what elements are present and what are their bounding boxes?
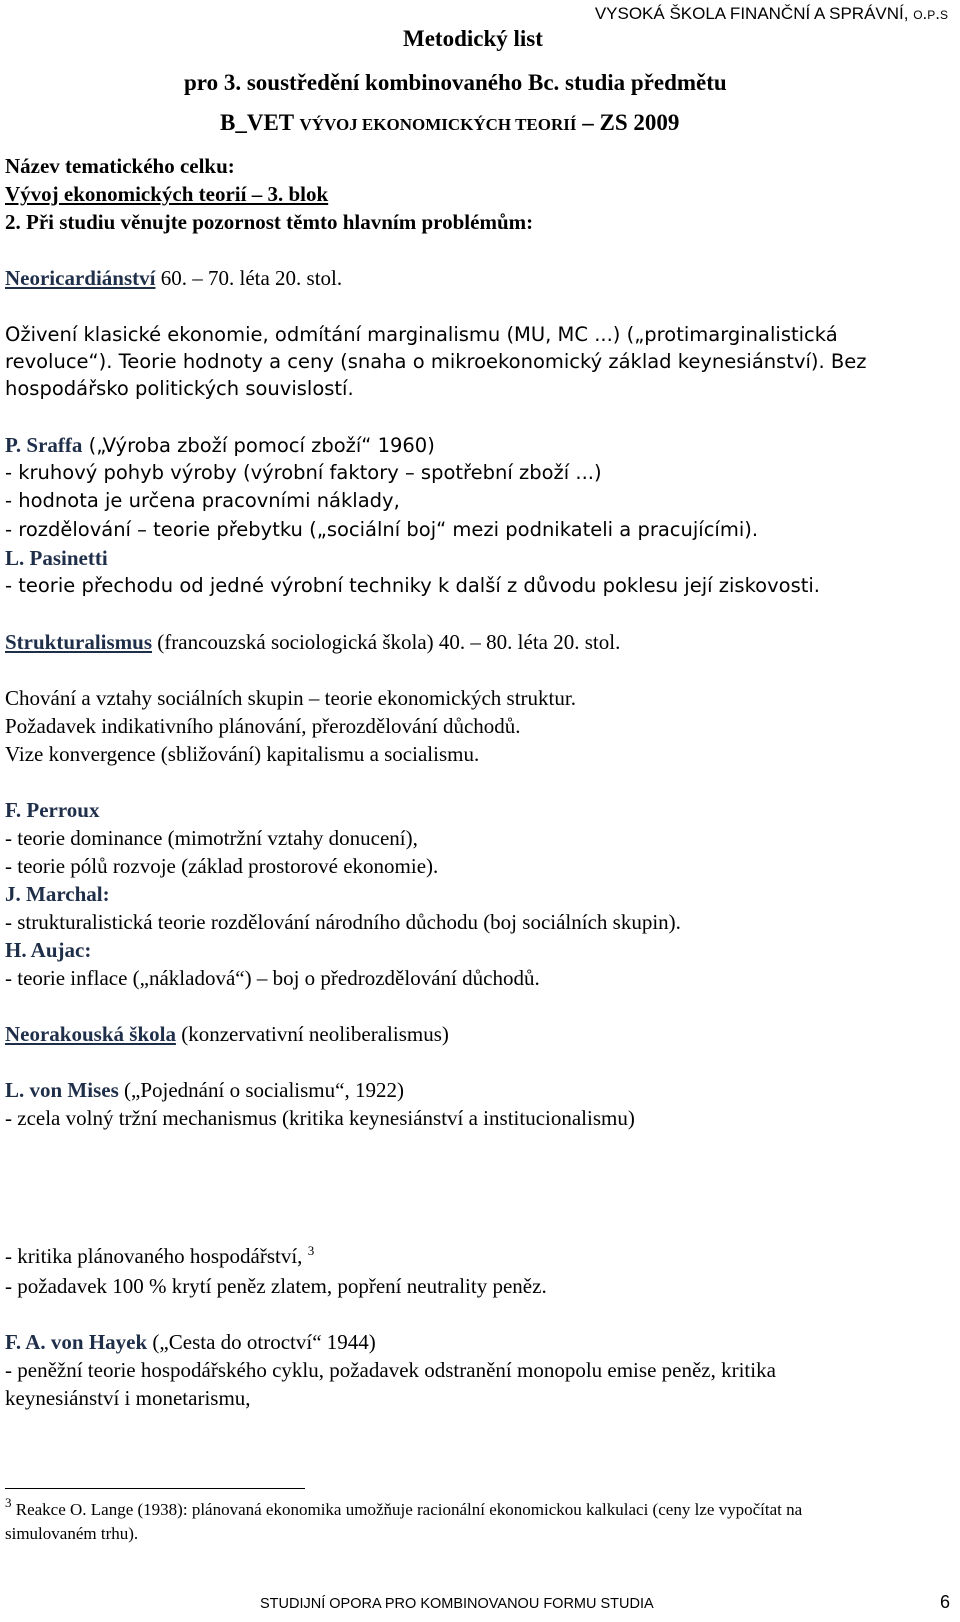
topic-label: Název tematického celku: <box>5 154 235 178</box>
mises-point-3: - požadavek 100 % krytí peněz zlatem, popření neutrality peněz. <box>5 1274 547 1298</box>
neoaustrian-heading: Neorakouská škola <box>5 1022 176 1046</box>
mises-work: („Pojednání o socialismu“, 1922) <box>118 1078 404 1102</box>
sraffa-point-1: - kruhový pohyb výroby (výrobní faktory – spotřební zboží ...) <box>5 461 602 484</box>
footnote-divider <box>5 1488 305 1489</box>
mises-point-2: - kritika plánovaného hospodářství, <box>5 1244 308 1268</box>
course-code: B_VET <box>220 110 300 135</box>
neoricardian-heading: Neoricardiánství <box>5 266 156 290</box>
hayek-name: F. A. von Hayek <box>5 1330 148 1354</box>
structuralism-line-1: Chování a vztahy sociálních skupin – teorie ekonomických struktur. <box>5 686 576 710</box>
neoricardian-line-1: Oživení klasické ekonomie, odmítání marginalismu (MU, MC ...) („protimarginalistická <box>5 323 838 346</box>
perroux-point-1: - teorie dominance (mimotržní vztahy donucení), <box>5 826 418 850</box>
sraffa-point-3: - rozdělování – teorie přebytku („sociální boj“ mezi podnikateli a pracujícími). <box>5 518 759 541</box>
mises-line <box>5 1076 404 1104</box>
neoricardian-line-2: revoluce“). Teorie hodnoty a ceny (snaha o mikroekonomický základ keynesiánství). Bez <box>5 350 867 373</box>
sraffa-name: P. Sraffa <box>5 433 83 457</box>
hayek-line-2: keynesiánství i monetarismu, <box>5 1386 251 1410</box>
hayek-line <box>5 1328 376 1356</box>
footer-text: STUDIJNÍ OPORA PRO KOMBINOVANOU FORMU STUDIA <box>260 1596 654 1612</box>
footnote <box>5 1495 885 1546</box>
aujac-name: H. Aujac: <box>5 938 92 962</box>
document-subtitle: pro 3. soustředění kombinovaného Bc. studia předmětu <box>184 70 727 95</box>
topic-value: Vývoj ekonomických teorií – 3. blok <box>5 182 329 206</box>
footnote-ref: 3 <box>307 1243 315 1258</box>
course-term: – ZS 2009 <box>576 110 680 135</box>
structuralism-subtitle: (francouzská sociologická škola) 40. – 80. léta 20. stol. <box>152 630 621 654</box>
neoricardian-period: 60. – 70. léta 20. stol. <box>155 266 343 290</box>
neoaustrian-heading-line <box>5 1020 449 1048</box>
marchal-name: J. Marchal: <box>5 882 110 906</box>
pasinetti-point: - teorie přechodu od jedné výrobní techniky k další z důvodu poklesu její ziskovosti. <box>5 574 820 597</box>
neoaustrian-subtitle: (konzervativní neoliberalismus) <box>175 1022 449 1046</box>
sraffa-work: („Výroba zboží pomocí zboží“ 1960) <box>82 434 435 457</box>
course-name: VÝVOJ EKONOMICKÝCH TEORIÍ <box>299 115 577 134</box>
perroux-point-2: - teorie pólů rozvoje (základ prostorové ekonomie). <box>5 854 439 878</box>
structuralism-heading: Strukturalismus <box>5 630 153 654</box>
footnote-number: 3 <box>5 1495 12 1510</box>
structuralism-line-2: Požadavek indikativního plánování, přerozdělování důchodů. <box>5 714 521 738</box>
hayek-work: („Cesta do otroctví“ 1944) <box>147 1330 376 1354</box>
mises-point-2-line <box>5 1242 314 1270</box>
mises-point-1: - zcela volný tržní mechanismus (kritika keynesiánství a institucionalismu) <box>5 1106 635 1130</box>
hayek-line-1: - peněžní teorie hospodářského cyklu, požadavek odstranění monopolu emise peněz, kritika <box>5 1358 776 1382</box>
perroux-name: F. Perroux <box>5 798 100 822</box>
neoricardian-heading-line <box>5 264 342 292</box>
structuralism-line-3: Vize konvergence (sbližování) kapitalismu a socialismu. <box>5 742 480 766</box>
pasinetti-name: L. Pasinetti <box>5 546 108 570</box>
course-title <box>220 110 679 136</box>
document-title: Metodický list <box>403 26 543 51</box>
neoricardian-line-3: hospodářsko politických souvislostí. <box>5 377 354 400</box>
marchal-point: - strukturalistická teorie rozdělování národního důchodu (boj sociálních skupin). <box>5 910 681 934</box>
aujac-point: - teorie inflace („nákladová“) – boj o předrozdělování důchodů. <box>5 966 540 990</box>
section-heading: 2. Při studiu věnujte pozornost těmto hlavním problémům: <box>5 210 534 234</box>
sraffa-line <box>5 431 435 460</box>
mises-name: L. von Mises <box>5 1078 119 1102</box>
institution-name: VYSOKÁ ŠKOLA FINANČNÍ A SPRÁVNÍ, o.p.s <box>594 4 948 23</box>
footnote-text: Reakce O. Lange (1938): plánovaná ekonomika umožňuje racionální ekonomickou kalkulaci (ceny lze vypočítat na simulovaném trhu). <box>5 1500 803 1543</box>
page-number: 6 <box>939 1592 950 1612</box>
sraffa-point-2: - hodnota je určena pracovními náklady, <box>5 489 400 512</box>
structuralism-heading-line <box>5 628 620 656</box>
